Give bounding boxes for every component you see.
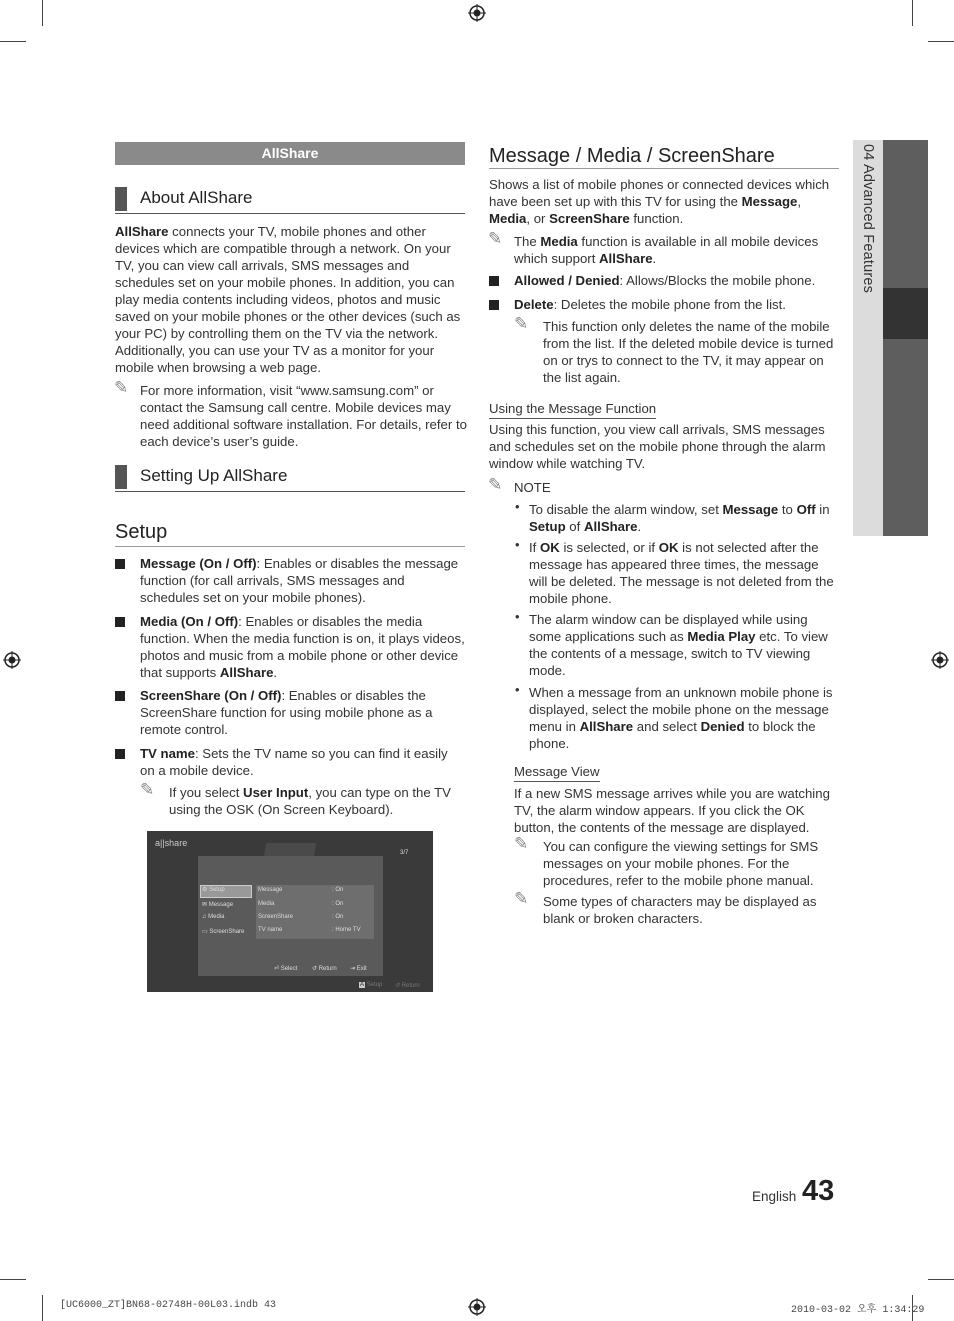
footer-file: [UC6000_ZT]BN68-02748H-00L03.indb 43 bbox=[60, 1300, 277, 1311]
note-bullet: To disable the alarm window, set Message to Off in Setup of AllShare. bbox=[529, 502, 830, 534]
note-bullet: If OK is selected, or if OK is not selected after the message has appeared three times, the message will be deleted. The message is not deleted from the mobile phone. bbox=[529, 540, 834, 606]
pencil-note-icon: ✎ bbox=[140, 780, 155, 799]
pencil-note-icon: ✎ bbox=[514, 834, 529, 853]
delete-item: Delete: Deletes the mobile phone from the list. bbox=[514, 297, 786, 312]
page-indicator: 3/7 bbox=[400, 850, 409, 856]
intro-paragraph: Shows a list of mobile phones or connected devices which have been set up with this TV for using the Message, Media, or ScreenShare function. bbox=[489, 177, 830, 226]
row-value[interactable]: : On bbox=[332, 901, 344, 907]
bottom-return-hint: ↺ Return bbox=[395, 983, 420, 989]
exit-hint: ⇥ Exit bbox=[350, 966, 367, 972]
allshare-screenshot bbox=[147, 831, 433, 992]
menu-item-setup[interactable]: ⚙ Setup bbox=[202, 887, 225, 893]
setup-item-media: Media (On / Off): Enables or disables the media function. When the media function is on, it plays videos, photos and music from a mobile phone or other device that supports AllShare. bbox=[140, 614, 465, 680]
select-hint: ⏎ Select bbox=[274, 966, 298, 972]
row-key: TV name bbox=[258, 927, 283, 933]
note-bullet: The alarm window can be displayed while using some applications such as Media Play etc. To view the contents of a message, switch to TV viewing mode. bbox=[529, 612, 828, 678]
note-bullet: When a message from an unknown mobile phone is displayed, select the mobile phone on the message menu in AllShare and select Denied to block the phone. bbox=[529, 685, 833, 751]
row-value[interactable]: : On bbox=[332, 887, 344, 893]
pencil-note-icon: ✎ bbox=[514, 314, 529, 333]
setting-heading: Setting Up AllShare bbox=[115, 465, 465, 492]
menu-item-screenshare[interactable]: ▭ ScreenShare bbox=[202, 929, 245, 935]
bottom-setup-hint: A Setup bbox=[360, 982, 383, 988]
return-hint: ↺ Return bbox=[312, 966, 337, 972]
page-language: English bbox=[752, 1189, 797, 1204]
registration-mark-icon bbox=[3, 651, 21, 669]
registration-mark-icon bbox=[468, 1298, 486, 1316]
chapter-label: 04 Advanced Features bbox=[860, 144, 876, 294]
screen-icon: ▭ bbox=[202, 929, 208, 935]
settings-menu bbox=[198, 856, 383, 976]
pencil-note-icon: ✎ bbox=[488, 229, 503, 248]
message-media-heading: Message / Media / ScreenShare bbox=[489, 145, 775, 167]
menu-item-message[interactable]: ✉ Message bbox=[202, 902, 234, 908]
message-view-heading: Message View bbox=[514, 763, 600, 782]
using-paragraph: Using this function, you view call arrivals, SMS messages and schedules set on the mobile phone through the alarm window while watching TV. bbox=[489, 422, 826, 471]
chapter-side-tab bbox=[853, 140, 928, 536]
music-icon: ♫ bbox=[202, 914, 207, 920]
section-banner: AllShare bbox=[115, 142, 465, 165]
page-number: 43 bbox=[802, 1175, 835, 1207]
about-heading: About AllShare bbox=[115, 187, 465, 214]
allshare-logo: a||share bbox=[155, 838, 188, 848]
view-note: You can configure the viewing settings for SMS messages on your mobile phones. For the procedures, refer to the mobile phone manual. bbox=[543, 839, 819, 888]
about-paragraph: AllShare connects your TV, mobile phones and other devices which are compatible through a network. On your TV, you can view call arrivals, SMS messages and schedules set on your mobile phones. In addition, you can play media contents including videos, photos and music saved on your mobile phones or the other devices (such as your PC) by controlling them on the TV via the network. Additionally, you can use your TV as a monitor for your mobile when browsing a web page. bbox=[115, 224, 461, 375]
row-key: ScreenShare bbox=[258, 914, 294, 920]
using-heading: Using the Message Function bbox=[489, 400, 656, 419]
footer-timestamp: 2010-03-02 오후 1:34:29 bbox=[791, 1305, 925, 1316]
pencil-note-icon: ✎ bbox=[488, 475, 503, 494]
note-label: NOTE bbox=[514, 480, 551, 495]
gear-icon: ⚙ bbox=[202, 887, 208, 893]
allowed-denied-item: Allowed / Denied: Allows/Blocks the mobile phone. bbox=[514, 273, 816, 288]
media-note: The Media function is available in all mobile devices which support AllShare. bbox=[514, 234, 819, 266]
message-view-paragraph: If a new SMS message arrives while you are watching TV, the alarm window appears. If you click the OK button, the contents of the message are displayed. bbox=[514, 786, 830, 835]
row-key: Message bbox=[258, 887, 283, 893]
setup-item-tvname: TV name: Sets the TV name so you can find it easily on a mobile device. bbox=[140, 746, 448, 778]
registration-mark-icon bbox=[931, 651, 949, 669]
setup-heading: Setup bbox=[115, 521, 168, 543]
view-note: Some types of characters may be displayed as blank or broken characters. bbox=[543, 894, 817, 926]
delete-note: This function only deletes the name of the mobile from the list. If the deleted mobile device is turned on or trys to connect to the TV, it may appear on the list again. bbox=[543, 319, 834, 385]
pencil-note-icon: ✎ bbox=[514, 889, 529, 908]
about-note: For more information, visit “www.samsung.com” or contact the Samsung call centre. Mobile devices may need additional software installation. For details, refer to each device’s user’s guide. bbox=[140, 383, 467, 449]
menu-item-media[interactable]: ♫ Media bbox=[202, 914, 225, 920]
registration-mark-icon bbox=[468, 4, 486, 22]
setup-item-screenshare: ScreenShare (On / Off): Enables or disables the ScreenShare function for using mobile phone as a remote control. bbox=[140, 688, 433, 737]
row-key: Media bbox=[258, 901, 275, 907]
tvname-note: If you select User Input, you can type on the TV using the OSK (On Screen Keyboard). bbox=[169, 785, 451, 817]
setup-item-message: Message (On / Off): Enables or disables the message function (for call arrivals, SMS messages and schedules set on your mobile phones). bbox=[140, 556, 459, 605]
pencil-note-icon: ✎ bbox=[114, 378, 129, 397]
row-value[interactable]: : Home TV bbox=[332, 927, 361, 933]
mail-icon: ✉ bbox=[202, 902, 208, 908]
row-value[interactable]: : On bbox=[332, 914, 344, 920]
